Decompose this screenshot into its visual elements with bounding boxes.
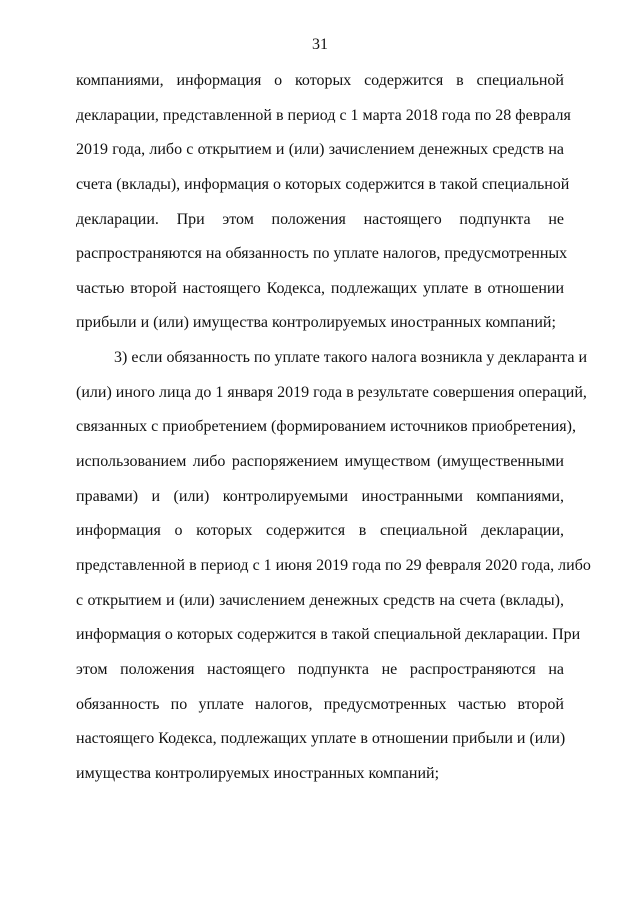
text-line: 2019 года, либо с открытием и (или) зачислением денежных средств на	[76, 141, 564, 159]
paragraph-item-3	[76, 341, 591, 791]
text-line: декларации. При этом положения настоящего подпункта не	[76, 210, 564, 228]
text-line: прибыли и (или) имущества контролируемых иностранных компаний;	[76, 314, 556, 332]
text-line: обязанность по уплате налогов, предусмотренных частью второй	[76, 695, 564, 713]
text-line: этом положения настоящего подпункта не распространяются на	[76, 660, 564, 678]
text-line: правами) и (или) контролируемыми иностранными компаниями,	[76, 487, 564, 505]
text-line: представленной в период с 1 июня 2019 года по 29 февраля 2020 года, либо	[76, 556, 591, 574]
text-line: частью второй настоящего Кодекса, подлежащих уплате в отношении	[76, 279, 564, 297]
text-line: компаниями, информация о которых содержится в специальной	[76, 72, 564, 89]
paragraph-continuation	[76, 64, 571, 341]
text-line: распространяются на обязанность по уплате налогов, предусмотренных	[76, 245, 568, 263]
text-line: с открытием и (или) зачислением денежных средств на счета (вклады),	[76, 591, 564, 609]
text-line: настоящего Кодекса, подлежащих уплате в отношении прибыли и (или)	[76, 730, 566, 748]
text-line: информация о которых содержится в специальной декларации,	[76, 522, 564, 540]
text-line: декларации, представленной в период с 1 марта 2018 года по 28 февраля	[76, 106, 571, 124]
text-line: имущества контролируемых иностранных компаний;	[76, 764, 440, 782]
text-line: 3) если обязанность по уплате такого налога возникла у декларанта и	[114, 349, 588, 367]
text-line: связанных с приобретением (формированием источников приобретения),	[76, 418, 576, 436]
page-number: 31	[312, 36, 328, 53]
document-body	[76, 64, 591, 791]
text-line: (или) иного лица до 1 января 2019 года в результате совершения операций,	[76, 383, 587, 401]
text-line: использованием либо распоряжением имуществом (имущественными	[76, 453, 564, 471]
text-line: информация о которых содержится в такой специальной декларации. При	[76, 626, 581, 644]
text-line: счета (вклады), информация о которых содержится в такой специальной	[76, 175, 570, 193]
